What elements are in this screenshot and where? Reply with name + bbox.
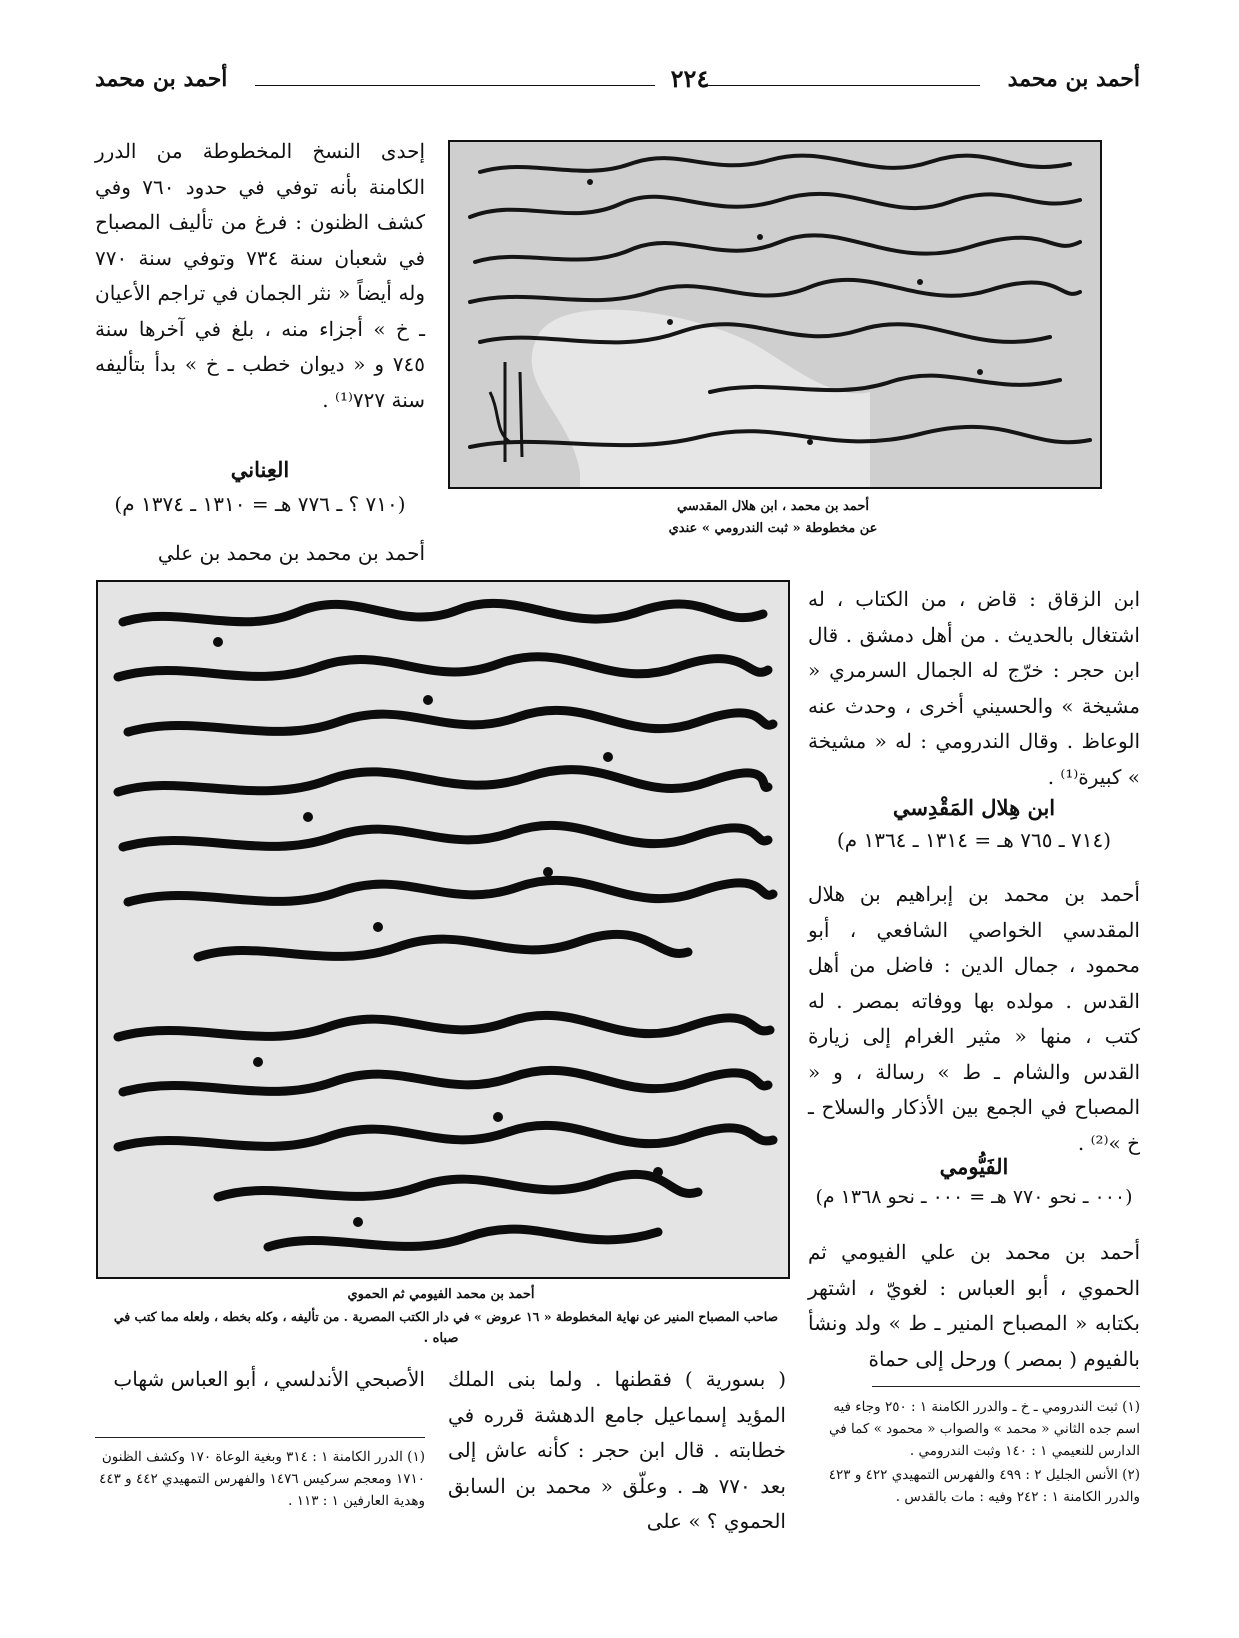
header-rule-left: [255, 85, 655, 86]
entry-body-anani: أحمد بن محمد بن محمد بن علي: [157, 541, 425, 565]
figure-caption-ibn-hilal-line1: أحمد بن محمد ، ابن هلال المقدسي: [677, 499, 869, 514]
entry-body-fayyumi: أحمد بن محمد بن علي الفيومي ثم الحموي ، أبو العباس : لغويّ ، اشتهر بكتابه « المصباح المنير ـ ط » ولد ونشأ بالفيوم ( بمصر ) ورحل إلى حماة: [808, 1240, 1140, 1371]
figure-caption-fayyumi-line1: أحمد بن محمد الفيومي ثم الحموي: [347, 1287, 535, 1302]
running-header: [95, 62, 1140, 102]
entry-title-ibn-hilal: ابن هِلال المَقْدِسي: [892, 795, 1056, 820]
footnote-left-1: (١) الدرر الكامنة ١ : ٣١٤ وبغية الوعاة ١٧٠ وكشف الظنون ١٧١٠ ومعجم سركيس ١٤٧٦ والفهرس التمهيدي ٤٤٢ و ٤٤٣ وهدية العارفين ١ : ١١٣ .: [99, 1449, 425, 1509]
figure-caption-ibn-hilal-line2: عن مخطوطة « ثبت الندرومي » عندي: [668, 521, 878, 536]
entry-body-ibn-hilal: أحمد بن محمد بن إبراهيم بن هلال المقدسي الخواصي الشافعي ، أبو محمود ، جمال الدين : فاضل من أهل القدس . مولده بها ووفاته بمصر . له كتب ، منها « مثير الغرام إلى زيارة القدس والشام ـ ط » رسالة ، و « المصباح في الجمع بين الأذكار والسلاح ـ خ »⁽²⁾ .: [808, 882, 1140, 1155]
manuscript-image-fayyumi: [96, 580, 790, 1279]
bottom-left-paragraph: الأصبحي الأندلسي ، أبو العباس شهاب: [113, 1367, 425, 1391]
header-rule-right: [705, 85, 980, 86]
entry-dates-anani: (٧١٠ ؟ ـ ٧٧٦ هـ = ١٣١٠ ـ ١٣٧٤ م): [114, 492, 406, 516]
page-number: ٢٢٤: [670, 64, 710, 93]
footnote-right-1: (١) ثبت الندرومي ـ خ ـ والدرر الكامنة ١ : ٢٥٠ وجاء فيه اسم جده الثاني « محمد » والصواب « محمود » كما في الدارس للنعيمي ١ : ١٤٠ وثبت الندرومي .: [828, 1399, 1140, 1459]
manuscript-image-ibn-hilal: [448, 140, 1102, 489]
entry-title-anani: العِناني: [230, 457, 290, 482]
header-left-title: أحمد بن محمد: [95, 66, 228, 92]
footnote-rule-right: [872, 1386, 1140, 1387]
footnote-right-2: (٢) الأنس الجليل ٢ : ٤٩٩ والفهرس التمهيدي ٤٢٢ و ٤٢٣ والدرر الكامنة ١ : ٢٤٢ وفيه : مات بالقدس .: [828, 1467, 1140, 1505]
entry-title-fayyumi: الفَيُّومي: [939, 1154, 1009, 1179]
right-column-top-paragraph: ابن الزقاق : قاض ، من الكتاب ، له اشتغال بالحديث . من أهل دمشق . قال ابن حجر : خرّج له الجمال السرمري « مشيخة » والحسيني أخرى ، وحدث عنه الوعاظ . وقال الندرومي : له « مشيخة » كبيرة⁽¹⁾ .: [808, 587, 1140, 789]
figure-caption-fayyumi-line2: صاحب المصباح المنير عن نهاية المخطوطة « ١٦ عروض » في دار الكتب المصرية . من تأليفه ، وكله بخطه ، ولعله مما كتب في: [113, 1309, 779, 1324]
entry-dates-ibn-hilal: (٧١٤ ـ ٧٦٥ هـ = ١٣١٤ ـ ١٣٦٤ م): [836, 828, 1112, 852]
entry-dates-fayyumi: (٠٠٠ ـ نحو ٧٧٠ هـ = ٠٠٠ ـ نحو ١٣٦٨ م): [815, 1186, 1133, 1208]
header-right-title: أحمد بن محمد: [1007, 66, 1140, 92]
bottom-middle-paragraph: ( بسورية ) فقطنها . ولما بنى الملك المؤيد إسماعيل جامع الدهشة قرره في خطابته . قال ابن حجر : كأنه عاش إلى بعد ٧٧٠ هـ . وعلّق « محمد بن السابق الحموي ؟ » على: [448, 1367, 786, 1533]
footnote-rule-left: [95, 1437, 425, 1438]
top-left-paragraph: إحدى النسخ المخطوطة من الدرر الكامنة بأنه توفي في حدود ٧٦٠ وفي كشف الظنون : فرغ من تأليف المصباح في شعبان سنة ٧٣٤ وتوفي سنة ٧٧٠ وله أيضاً « نثر الجمان في تراجم الأعيان ـ خ » أجزاء منه ، بلغ في آخرها سنة ٧٤٥ و « ديوان خطب ـ خ » بدأ بتأليفه سنة ٧٢٧⁽¹⁾ .: [95, 139, 426, 412]
figure-caption-fayyumi-line3: صباه .: [423, 1331, 459, 1346]
